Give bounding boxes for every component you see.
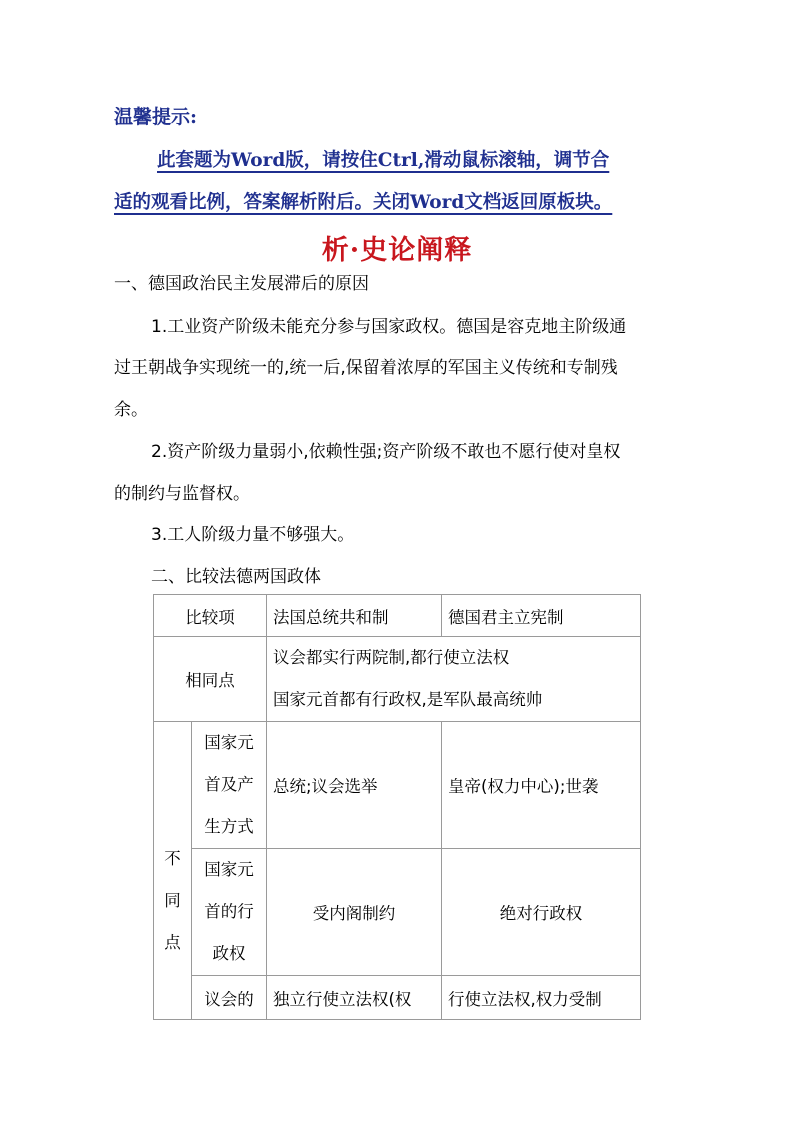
same-line: 国家元首都有行政权,是军队最高统帅 [273, 690, 543, 709]
row-item: 议会的 [192, 976, 267, 1020]
tip-title: 温馨提示: [114, 106, 198, 128]
row-item-line: 政权 [212, 944, 246, 963]
part1-p1-line: 余。 [114, 400, 148, 420]
row-germany: 行使立法权,权力受制 [442, 976, 641, 1020]
diff-label-char: 不 [164, 848, 181, 868]
header-cell-item: 比较项 [154, 595, 267, 637]
header-cell-germany: 德国君主立宪制 [442, 595, 641, 637]
same-line: 议会都实行两院制,都行使立法权 [273, 648, 510, 667]
part1-p1-line: 过王朝战争实现统一的,统一后,保留着浓厚的军国主义传统和专制残 [114, 358, 618, 378]
same-content [267, 637, 641, 722]
part1-heading: 一、德国政治民主发展滞后的原因 [114, 274, 369, 294]
row-item-line: 国家元 [204, 733, 254, 752]
table-row [154, 722, 641, 849]
table-row [154, 849, 641, 976]
table-row [154, 976, 641, 1020]
diff-label [154, 722, 192, 1020]
diff-label-char: 点 [164, 932, 181, 952]
tip-line-1: 此套题为Word版，请按住Ctrl,滑动鼠标滚轴，调节合 [157, 150, 610, 171]
part1-p1-line: 1.工业资产阶级未能充分参与国家政权。德国是容克地主阶级通 [151, 317, 627, 337]
row-item [192, 722, 267, 849]
header-cell-france: 法国总统共和制 [267, 595, 442, 637]
row-germany: 皇帝(权力中心);世袭 [442, 722, 641, 849]
row-item-line: 生方式 [204, 817, 254, 836]
row-item-line: 首及产 [204, 775, 254, 794]
row-france: 受内阁制约 [267, 849, 442, 976]
tip-line-2: 适的观看比例，答案解析附后。关闭Word文档返回原板块。 [114, 192, 613, 213]
section-title: 析·史论阐释 [321, 235, 473, 266]
row-item-line: 国家元 [204, 860, 254, 879]
same-label: 相同点 [154, 637, 267, 722]
row-germany: 绝对行政权 [442, 849, 641, 976]
part1-p3-line: 3.工人阶级力量不够强大。 [151, 525, 355, 545]
row-item [192, 849, 267, 976]
row-france: 总统;议会选举 [267, 722, 442, 849]
part2-heading: 二、比较法德两国政体 [151, 567, 321, 587]
diff-label-char: 同 [164, 890, 181, 910]
row-france: 独立行使立法权(权 [267, 976, 442, 1020]
table-row-same [154, 637, 641, 722]
table-header-row [154, 595, 641, 637]
part1-p2-line: 2.资产阶级力量弱小,依赖性强;资产阶级不敢也不愿行使对皇权 [151, 442, 621, 462]
comparison-table [153, 594, 641, 1020]
row-item-line: 首的行 [204, 902, 254, 921]
part1-p2-line: 的制约与监督权。 [114, 484, 250, 504]
